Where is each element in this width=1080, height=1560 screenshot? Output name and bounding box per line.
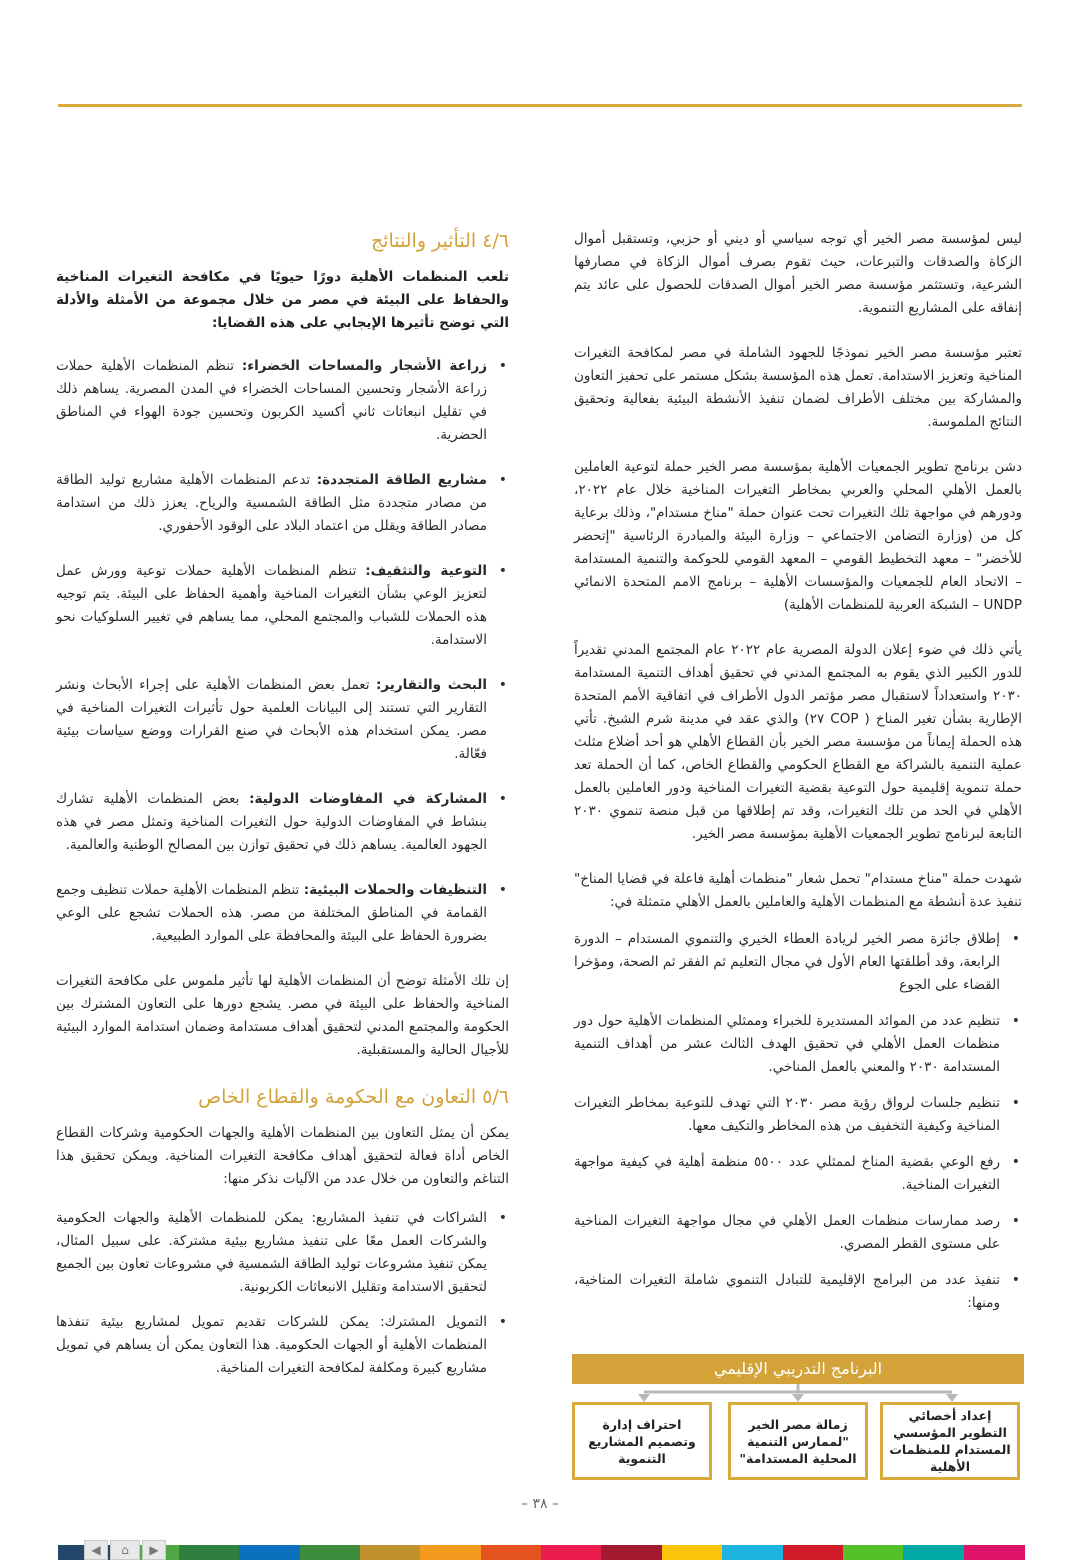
item-text: تدعم المنظمات الأهلية مشاريع توليد الطاقة من مصادر متجددة مثل الطاقة الشمسية والرياح. يعزز ذلك من استدامة مصادر الطاقة ويقلل من اعتماد البلاد على الوقود الأحفوري.: [56, 472, 487, 534]
item-text: بعض المنظمات الأهلية تشارك بنشاط في المفاوضات الدولية حول التغيرات المناخية وتمثل مصر في هذه الجهود العالمية. يساهم ذلك في تحقيق توازن بين المصالح الوطنية والعالمية.: [56, 791, 487, 853]
footer-color-segment: [179, 1545, 240, 1560]
footer-color-segment: [843, 1545, 904, 1560]
item-heading: التنظيفات والحملات البيئية:: [303, 882, 488, 898]
activities-list: [574, 928, 1022, 1315]
paragraph: إن تلك الأمثلة توضح أن المنظمات الأهلية لها تأثير ملموس على مكافحة التغيرات المناخية والحفاظ على البيئة في مصر. يشجع دورها على التعاون المشترك بين الحكومة والمجتمع المدني لتحقيق أهداف مستدامة وضمان استدامة الموارد البيئية للأجيال الحالية والمستقبلية.: [56, 973, 509, 1058]
footer-color-segment: [662, 1545, 723, 1560]
list-item: [56, 674, 509, 766]
diagram-title: البرنامج التدريبي الإقليمي: [572, 1354, 1024, 1384]
list-item: [56, 469, 509, 538]
footer-color-segment: [783, 1545, 844, 1560]
list-item: • التمويل المشترك: يمكن للشركات تقديم تمويل لمشاريع بيئية تنفذها المنظمات الأهلية أو الجهات الحكومية. هذا التعاون يمكن أن يساهم في تمويل مشاريع كبيرة ومكلفة لمكافحة التغيرات المناخية.: [56, 1311, 509, 1380]
paragraph: ليس لمؤسسة مصر الخير أي توجه سياسي أو ديني أو حزبي، وتستقبل أموال الزكاة والصدقات والتبرعات، حيث تقوم بصرف أموال الزكاة في مصارفها الشرعية، وتستثمر مؤسسة مصر الخير أموال الصدقات للحصول على عائد يتم إنفاقه على المشاريع التنموية.: [574, 231, 1022, 316]
list-item: [56, 355, 509, 447]
list-item: • تنظيم عدد من الموائد المستديرة للخبراء وممثلي المنظمات الأهلية حول دور منظمات العمل الأهلي في تحقيق الهدف الثالث عشر من أهداف التنمية المستدامة ٢٠٣٠ والمعني بالعمل المناخي.: [574, 1010, 1022, 1079]
left-column: [56, 228, 509, 1392]
paragraph: شهدت حملة "مناخ مستدام" تحمل شعار "منظمات أهلية فاعلة في قضايا المناخ" تنفيذ عدة أنشطة مع المنظمات الأهلية والعاملين بالعمل الأهلي متمثلة في:: [574, 871, 1022, 910]
item-heading: مشاريع الطاقة المتجددة:: [316, 472, 487, 488]
list-item: • تنظيم جلسات لرواق رؤية مصر ٢٠٣٠ التي تهدف للتوعية بمخاطر التغيرات المناخية وكيفية التخفيف من هذه المخاطر والتكيف معها.: [574, 1092, 1022, 1138]
diagram-box: زمالة مصر الخير "لممارس التنمية المحلية المستدامة": [728, 1402, 868, 1480]
list-item: [56, 879, 509, 948]
section-title: ٤/٦ التأثير والنتائج: [370, 230, 509, 252]
footer-color-segment: [300, 1545, 361, 1560]
footer-color-segment: [360, 1545, 421, 1560]
footer-color-segment: [481, 1545, 542, 1560]
diagram-box: إعداد أخصائي التطوير المؤسسي المستدام للمنظمات الأهلية: [880, 1402, 1020, 1480]
footer-color-segment: [964, 1545, 1025, 1560]
list-item: [56, 788, 509, 857]
next-page-icon[interactable]: ▶: [142, 1540, 166, 1560]
paragraph: يأتي ذلك في ضوء إعلان الدولة المصرية عام ٢٠٢٢ عام المجتمع المدني تقديراً للدور الكبير الذي يقوم به المجتمع المدني في تحقيق أهداف التنمية المستدامة ٢٠٣٠ واستعداداً لاستقبال مصر مؤتمر الدول الأطراف في اتفاقية الأمم المتحدة الإطارية بشأن تغير المناخ ( COP ٢٧) والذي عقد في مدينة شرم الشيخ. تأتي هذه الحملة إيماناً من مؤسسة مصر الخير بأن القطاع الأهلي هو أحد أضلاع مثلث عملية التنمية بالشراكة مع القطاع الحكومي والقطاع الخاص، كما أن الحملة تعد حملة تنموية إقليمية حول التوعية بقضية التغيرات المناخية ودور العاملين بالعمل الأهلي في الحد من تلك التغيرات، وقد تم إطلاقها من قبل منصة تنموي ٢٠٣٠ التابعة لبرنامج تطوير الجمعيات الأهلية بمؤسسة مصر الخير.: [574, 642, 1023, 842]
training-program-diagram: [572, 1354, 1024, 1486]
list-item: [56, 560, 509, 652]
item-text: تنظم المنظمات الأهلية حملات تنظيف وجمع القمامة في المناطق المختلفة من مصر. هذه الحملات تشجع على الوعي بضرورة الحفاظ على البيئة والمحافظة على الموارد الطبيعية.: [56, 882, 487, 944]
item-heading: البحث والتقارير:: [375, 677, 487, 693]
diagram-connectors: [572, 1384, 1024, 1404]
page-number: – ٣٨ –: [521, 1496, 559, 1512]
list-item: • تنفيذ عدد من البرامج الإقليمية للتبادل التنموي شاملة التغيرات المناخية، ومنها:: [574, 1269, 1022, 1315]
item-heading: زراعة الأشجار والمساحات الخضراء:: [241, 358, 487, 374]
cooperation-list: [56, 1207, 509, 1380]
footer-color-segment: [722, 1545, 783, 1560]
home-icon[interactable]: ⌂: [110, 1540, 140, 1560]
footer-color-segment: [541, 1545, 602, 1560]
item-text: تنظم المنظمات الأهلية حملات توعية وورش عمل لتعزيز الوعي بشأن التغيرات المناخية وأهمية الحفاظ على البيئة. يتم توجيه هذه الحملات للشباب والمجتمع المحلي، مما يساهم في تغيير السلوكيات نحو الاستدامة.: [56, 563, 487, 648]
list-item: • رفع الوعي بقضية المناخ لممثلي عدد ٥٥٠٠ منظمة أهلية في كيفية مواجهة التغيرات المناخية.: [574, 1151, 1022, 1197]
impact-list: [56, 355, 509, 948]
paragraph: يمكن أن يمثل التعاون بين المنظمات الأهلية والجهات الحكومية وشركات القطاع الخاص أداة فعالة لتحقيق أهداف مكافحة التغيرات المناخية. ويمكن تحقيق هذا التناغم والتعاون من خلال عدد من الآليات نذكر منها:: [56, 1125, 509, 1187]
section-lead: تلعب المنظمات الأهلية دورًا حيويًا في مكافحة التغيرات المناخية والحفاظ على البيئة في مصر من خلال مجموعة من الأمثلة والأدلة التي توضح تأثيرها الإيجابي على هذه القضايا:: [56, 269, 509, 331]
item-heading: المشاركة في المفاوضات الدولية:: [249, 791, 488, 807]
header-rule: [58, 104, 1022, 107]
footer-color-segment: [239, 1545, 300, 1560]
list-item: • إطلاق جائزة مصر الخير لريادة العطاء الخيري والتنموي المستدام – الدورة الرابعة، وقد أطلقتها العام الأول في مجال التعليم ثم الفقر ثم الصحة، ومؤخرا القضاء على الجوع: [574, 928, 1022, 997]
item-text: تعمل بعض المنظمات الأهلية على إجراء الأبحاث ونشر التقارير التي تستند إلى البيانات العلمية حول تأثيرات التغيرات المناخية في مصر. يمكن استخدام هذه الأبحاث في صنع القرارات ووضع سياسات بيئية فعّالة.: [56, 677, 487, 762]
footer-color-bar: [58, 1545, 1024, 1560]
footer-color-segment: [601, 1545, 662, 1560]
prev-page-icon[interactable]: ◀: [84, 1540, 108, 1560]
diagram-box: احتراف إدارة وتصميم المشاريع التنموية: [572, 1402, 712, 1480]
footer-color-segment: [420, 1545, 481, 1560]
item-text: تنظم المنظمات الأهلية حملات زراعة الأشجار وتحسين المساحات الخضراء في المدن المصرية. يساهم ذلك في تقليل انبعاثات ثاني أكسيد الكربون وتحسين جودة الهواء في المناطق الحضرية.: [56, 358, 487, 443]
paragraph: دشن برنامج تطوير الجمعيات الأهلية بمؤسسة مصر الخير حملة لتوعية العاملين بالعمل الأهلي المحلي والعربي بمخاطر التغيرات المناخية خلال عام ٢٠٢٢، ودورهم في مواجهة تلك التغيرات تحت عنوان حملة "مناخ مستدام"، وذلك برعاية كل من (وزارة التضامن الاجتماعي – وزارة البيئة والمبادرة الرئاسية "إتحضر للأخضر" – معهد التخطيط القومي – المعهد القومي للحوكمة والتنمية المستدامة – الاتحاد العام للجمعيات والمؤسسات الأهلية – برنامج الامم المتحدة الانمائي UNDP – الشبكة العربية للمنظمات الأهلية): [574, 459, 1022, 613]
list-item: • رصد ممارسات منظمات العمل الأهلي في مجال مواجهة التغيرات المناخية على مستوى القطر المصري.: [574, 1210, 1022, 1256]
footer-color-segment: [903, 1545, 964, 1560]
section-title: ٥/٦ التعاون مع الحكومة والقطاع الخاص: [198, 1086, 509, 1108]
item-heading: التوعية والتثقيف:: [365, 563, 487, 579]
list-item: • الشراكات في تنفيذ المشاريع: يمكن للمنظمات الأهلية والجهات الحكومية والشركات العمل معًا على تنفيذ مشاريع بيئية مشتركة. على سبيل المثال، يمكن تنفيذ مشروعات توليد الطاقة الشمسية في مشروعات تعاون بين الجميع لتحقيق الاستدامة وتقليل الانبعاثات الكربونية.: [56, 1207, 509, 1299]
paragraph: تعتبر مؤسسة مصر الخير نموذجًا للجهود الشاملة في مصر لمكافحة التغيرات المناخية وتعزيز الاستدامة. تعمل هذه المؤسسة بشكل مستمر على تحفيز التعاون والمشاركة بين مختلف الأطراف لضمان تنفيذ الأنشطة البيئية بفعالية وتحقيق النتائج الملموسة.: [574, 345, 1022, 430]
right-column: [574, 228, 1022, 1328]
